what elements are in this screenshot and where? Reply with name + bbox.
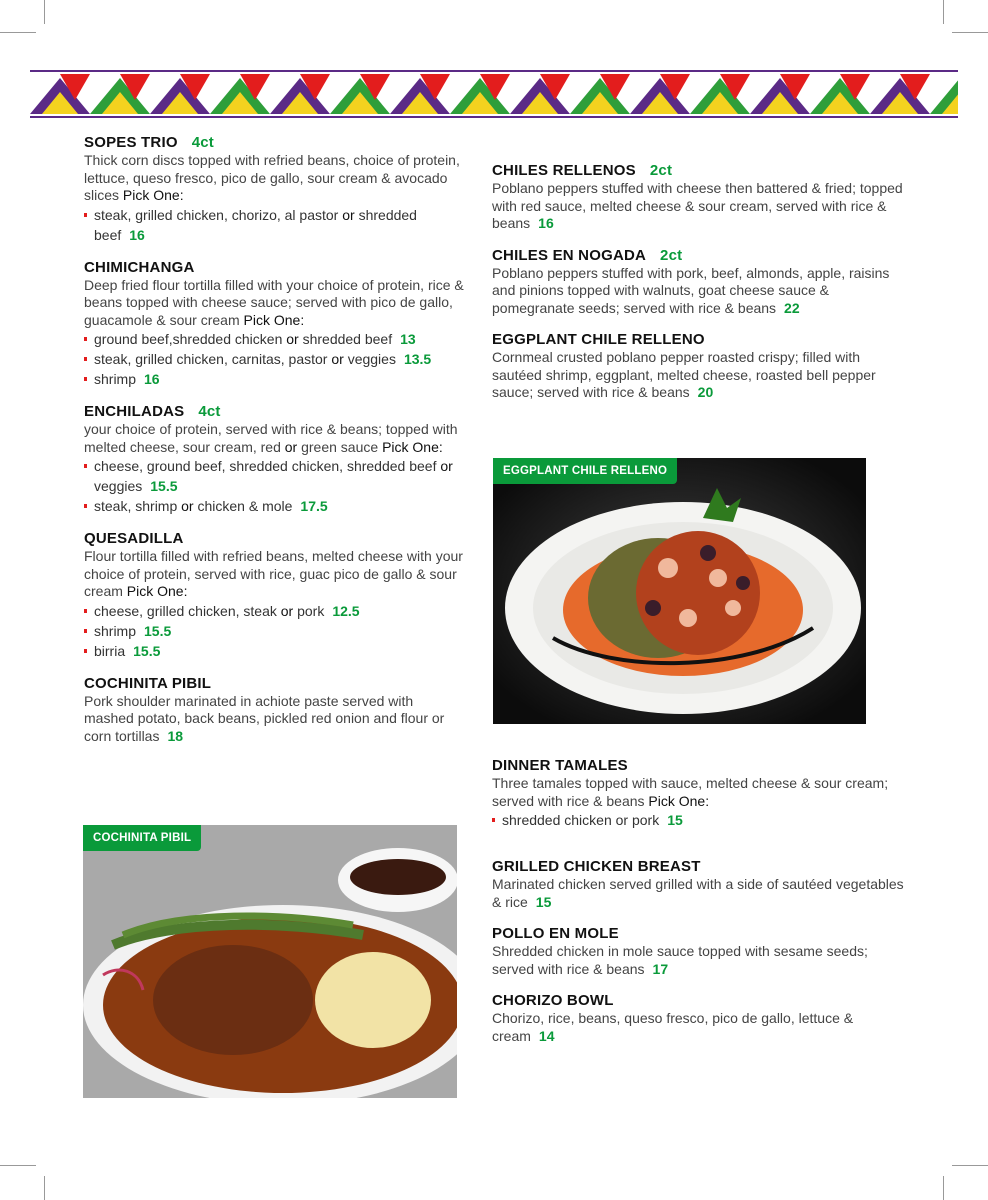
item-description xyxy=(492,265,912,318)
or-text: or xyxy=(440,458,453,474)
decorative-banner xyxy=(30,70,958,118)
item-name: CHILES RELLENOS xyxy=(492,162,636,179)
item-description xyxy=(84,548,464,601)
description-text: Poblano peppers stuffed with cheese then battered & fried; topped with red sauce, melted cheese & sour cream, served with rice & beans xyxy=(492,180,903,231)
menu-item-title xyxy=(84,675,464,693)
right-column xyxy=(492,162,912,416)
item-price: 17 xyxy=(652,960,669,977)
item-description xyxy=(492,1010,912,1045)
dish-illustration xyxy=(83,825,457,1098)
item-name: CHORIZO BOWL xyxy=(492,992,614,1009)
option-text: ground beef,shredded chicken xyxy=(94,331,283,347)
option-text: veggies xyxy=(94,478,143,494)
crop-mark xyxy=(44,1176,45,1200)
menu-item-title xyxy=(84,403,464,421)
eggplant-chile-relleno-photo xyxy=(493,458,866,724)
or-text: or xyxy=(286,331,299,347)
option-text: steak, shrimp xyxy=(94,498,178,514)
item-price: 22 xyxy=(784,299,800,316)
item-name: EGGPLANT CHILE RELLENO xyxy=(492,331,705,348)
item-name: ENCHILADAS xyxy=(84,403,185,420)
option-line xyxy=(84,641,464,661)
description-text: Flour tortilla filled with refried beans, melted cheese with your choice of protein, served with rice, guac pico de gallo & sour cream xyxy=(84,548,463,599)
description-text: Chorizo, rice, beans, queso fresco, pico de gallo, lettuce & cream xyxy=(492,1010,854,1044)
option-text: chicken & mole xyxy=(197,498,293,514)
menu-item xyxy=(492,925,912,978)
item-description xyxy=(492,180,912,233)
item-count: 2ct xyxy=(660,246,683,264)
item-description xyxy=(84,152,464,205)
menu-item-title xyxy=(84,530,464,548)
item-name: POLLO EN MOLE xyxy=(492,925,619,942)
crop-mark xyxy=(0,32,36,33)
option-text: steak, grilled chicken, carnitas, pastor xyxy=(94,351,328,367)
menu-item xyxy=(84,675,464,746)
item-price: 20 xyxy=(697,384,714,400)
item-count: 4ct xyxy=(191,134,214,151)
option-price: 17.5 xyxy=(300,498,328,514)
menu-item-title xyxy=(84,134,464,152)
option-price: 15 xyxy=(667,812,683,828)
item-description xyxy=(492,876,912,911)
option-price: 15.5 xyxy=(150,478,178,494)
or-text: or xyxy=(280,602,294,619)
option-text: steak, grilled chicken, chorizo, al pastor xyxy=(94,206,339,223)
menu-item-title xyxy=(492,992,912,1010)
option-text: shredded beef xyxy=(94,206,417,243)
dish-illustration xyxy=(493,458,866,724)
pick-one-label: Pick One: xyxy=(648,792,710,809)
option-line xyxy=(84,329,464,349)
description-text: Shredded chicken in mole sauce topped with sesame seeds; served with rice & beans xyxy=(492,943,868,977)
option-line xyxy=(84,621,464,641)
option-price: 13 xyxy=(400,331,416,347)
option-text: cheese, ground beef, shredded chicken, shredded beef xyxy=(94,458,437,474)
item-description xyxy=(492,349,912,402)
menu-item xyxy=(492,247,912,318)
option-text: shrimp xyxy=(94,371,137,387)
description-text: Deep fried flour tortilla filled with your choice of protein, rice & beans topped with cheese sauce; served with pico de gallo, guacamole & sour cream xyxy=(84,276,464,328)
left-column xyxy=(84,134,464,759)
item-name: QUESADILLA xyxy=(84,530,184,547)
pick-one-label: Pick One: xyxy=(122,187,184,203)
menu-item xyxy=(84,134,464,245)
option-price: 15.5 xyxy=(133,642,161,659)
option-text: cheese, grilled chicken, steak xyxy=(94,602,277,619)
option-line xyxy=(84,369,464,389)
option-line xyxy=(492,810,912,830)
option-price: 15.5 xyxy=(144,622,172,639)
option-price: 12.5 xyxy=(332,602,360,619)
photo-label: COCHINITA PIBIL xyxy=(83,825,201,851)
crop-mark xyxy=(952,1165,988,1166)
option-line xyxy=(84,601,464,621)
crop-mark xyxy=(943,1176,944,1200)
menu-item-title xyxy=(492,162,912,180)
item-name: DINNER TAMALES xyxy=(492,757,628,774)
item-description xyxy=(492,943,912,978)
item-name: CHILES EN NOGADA xyxy=(492,246,647,264)
description-text: your choice of protein, served with rice & beans; topped with melted cheese, sour cream, red xyxy=(84,421,458,455)
right-column-lower xyxy=(492,757,912,1059)
menu-item-title xyxy=(492,925,912,943)
item-price: 14 xyxy=(538,1027,555,1044)
option-price: 13.5 xyxy=(403,351,432,367)
option-line xyxy=(84,349,464,369)
item-name: GRILLED CHICKEN BREAST xyxy=(492,858,701,875)
menu-item xyxy=(84,403,464,516)
or-text: or xyxy=(342,206,355,223)
menu-item xyxy=(492,331,912,402)
item-description xyxy=(492,775,912,810)
description-text: Thick corn discs topped with refried beans, choice of protein, lettuce, queso fresco, pico de gallo, sour cream & avocado slices xyxy=(84,152,460,203)
option-line xyxy=(84,205,464,245)
item-price: 18 xyxy=(167,727,184,744)
menu-item-title xyxy=(492,247,912,265)
crop-mark xyxy=(943,0,944,24)
description-text: green sauce xyxy=(301,438,379,455)
pick-one-label: Pick One: xyxy=(382,438,443,455)
option-price: 16 xyxy=(144,371,160,387)
menu-item xyxy=(492,858,912,911)
option-text: shredded beef xyxy=(302,331,393,347)
menu-item xyxy=(492,992,912,1045)
pick-one-label: Pick One: xyxy=(126,583,188,599)
item-name: SOPES TRIO xyxy=(84,134,178,151)
item-count: 2ct xyxy=(649,162,673,179)
menu-item-title xyxy=(492,331,912,349)
crop-mark xyxy=(952,32,988,33)
photo-label: EGGPLANT CHILE RELLENO xyxy=(493,458,677,484)
option-text: pork xyxy=(297,602,325,619)
item-price: 15 xyxy=(535,893,552,910)
option-text: veggies xyxy=(347,351,396,367)
menu-item xyxy=(84,259,464,390)
option-text: shredded chicken or pork xyxy=(502,812,660,828)
option-price: 16 xyxy=(129,226,145,243)
or-text: or xyxy=(331,351,344,367)
or-text: or xyxy=(284,438,298,455)
or-text: or xyxy=(181,498,194,514)
item-description xyxy=(84,693,464,746)
crop-mark xyxy=(0,1165,36,1166)
description-text: Pork shoulder marinated in achiote paste served with mashed potato, back beans, pickled red onion and flour or corn tortillas xyxy=(84,692,445,744)
menu-item-title xyxy=(84,259,464,277)
menu-item xyxy=(492,162,912,233)
menu-item-title xyxy=(492,858,912,876)
item-name: CHIMICHANGA xyxy=(84,258,195,276)
item-price: 16 xyxy=(538,215,554,231)
menu-item xyxy=(84,530,464,661)
item-description xyxy=(84,421,464,456)
description-text: Cornmeal crusted poblano pepper roasted crispy; filled with sautéed shrimp, eggplant, melted cheese, roasted bell pepper sauce; served with rice & beans xyxy=(492,349,876,400)
menu-item-title xyxy=(492,757,912,775)
option-line xyxy=(84,496,464,516)
description-text: Marinated chicken served grilled with a side of sautéed vegetables & rice xyxy=(492,876,904,910)
pick-one-label: Pick One: xyxy=(243,311,305,328)
item-description xyxy=(84,277,464,330)
option-line xyxy=(84,456,464,496)
crop-mark xyxy=(44,0,45,24)
description-text: Poblano peppers stuffed with pork, beef, almonds, apple, raisins and pinions topped with walnuts, goat cheese sauce & pomegranate seeds; served with rice & beans xyxy=(492,264,890,316)
cochinita-pibil-photo xyxy=(83,825,457,1098)
option-text: shrimp xyxy=(94,622,137,639)
menu-item xyxy=(492,757,912,830)
item-count: 4ct xyxy=(198,403,221,420)
description-text: Three tamales topped with sauce, melted cheese & sour cream; served with rice & beans xyxy=(492,775,889,809)
item-name: COCHINITA PIBIL xyxy=(84,674,212,692)
option-text: birria xyxy=(94,642,126,659)
